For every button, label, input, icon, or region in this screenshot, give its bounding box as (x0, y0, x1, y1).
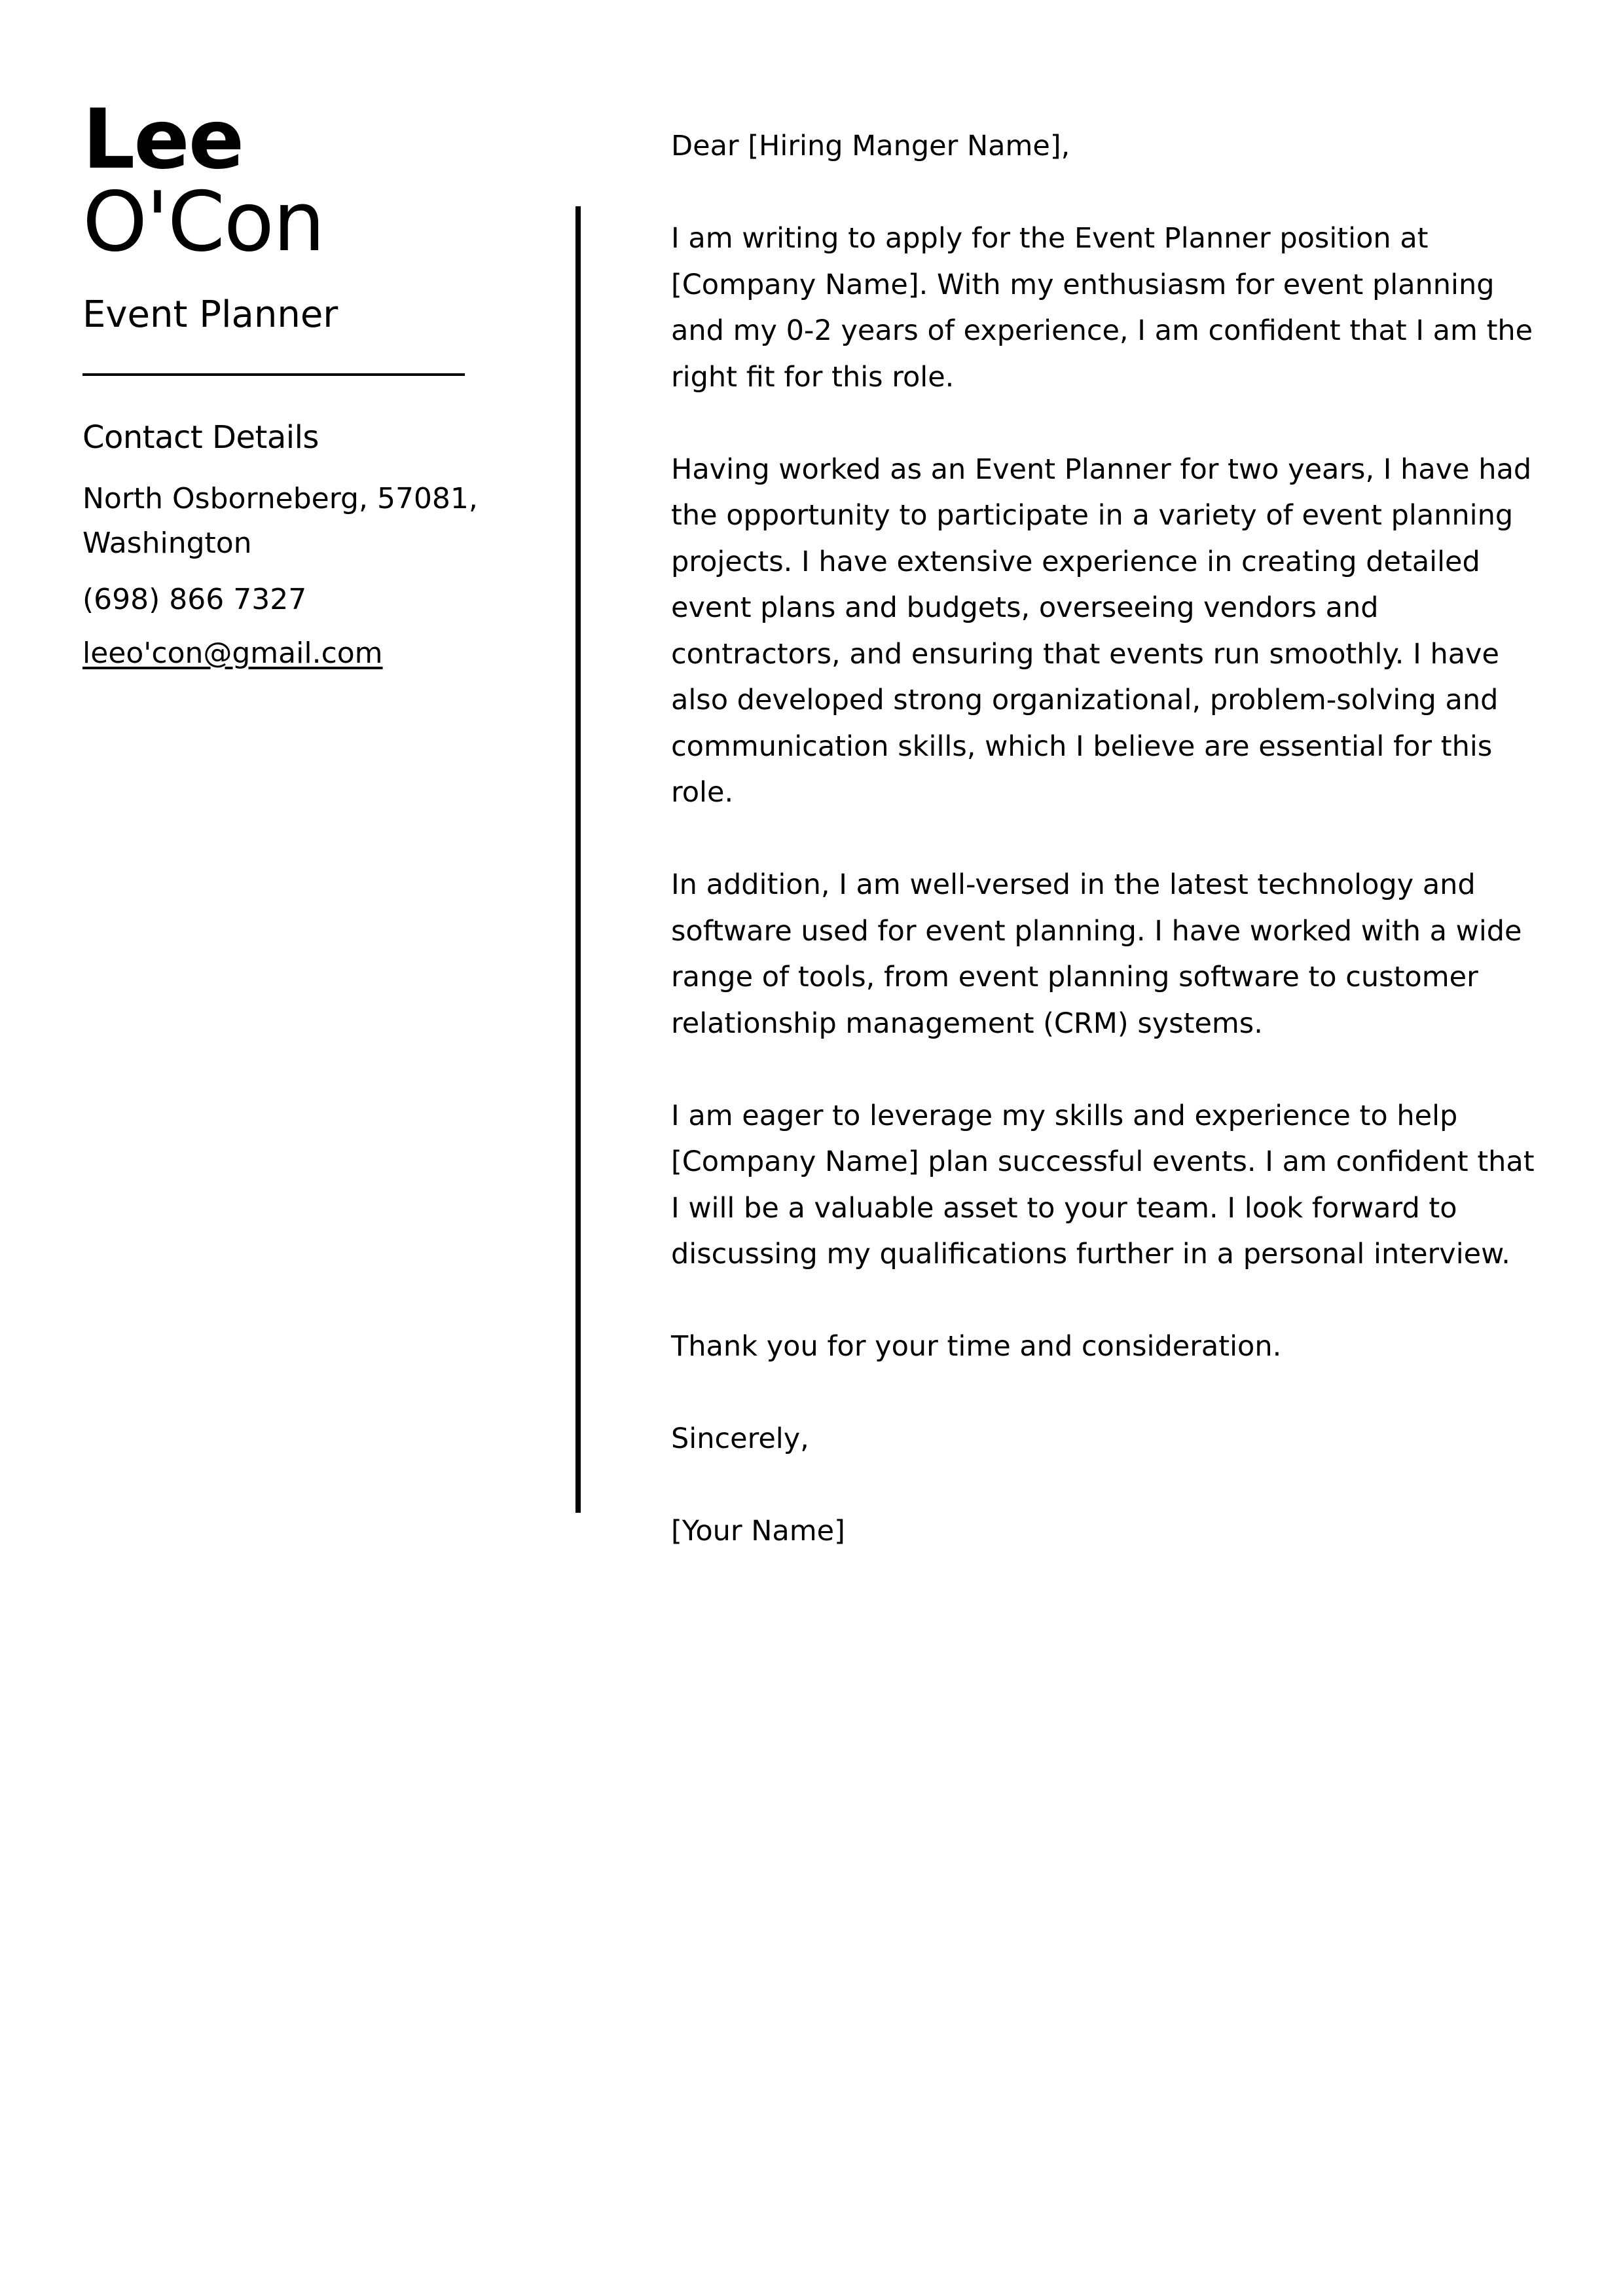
letter-salutation: Dear [Hiring Manger Name], (671, 130, 1070, 162)
last-name: O'Con (82, 174, 324, 270)
sidebar-divider (82, 373, 465, 376)
contact-address: North Osborneberg, 57081, Washington (82, 482, 478, 560)
letter-paragraph: Having worked as an Event Planner for two years, I have had the opportunity to participate in a variety of event planning projects. I have extensive experience in creating detailed event plans and budgets, overseeing vendors and contractors, and ensuring that events run smoothly. I have also developed strong organizational, problem-solving and communication skills, which I believe are essential for this role. (671, 453, 1532, 809)
first-name: Lee (82, 91, 244, 187)
letter-closing: Sincerely, (671, 1422, 809, 1455)
letter-body (671, 123, 1535, 1555)
letter-signature: [Your Name] (671, 1515, 845, 1547)
letter-paragraph: In addition, I am well-versed in the latest technology and software used for event planning. I have worked with a wide range of tools, from event planning software to customer relationship management (CRM) systems. (671, 868, 1522, 1040)
letter-paragraph: Thank you for your time and consideration. (671, 1330, 1282, 1363)
column-divider (575, 206, 581, 1513)
contact-heading: Contact Details (82, 419, 319, 456)
job-title: Event Planner (82, 293, 338, 336)
letter-paragraph: I am writing to apply for the Event Planner position at [Company Name]. With my enthusiasm for event planning and my 0-2 years of experience, I am confident that I am the right fit for this role. (671, 222, 1533, 394)
letter-paragraph: I am eager to leverage my skills and experience to help [Company Name] plan successful events. I am confident that I will be a valuable asset to your team. I look forward to discussing my qualifications further in a personal interview. (671, 1099, 1535, 1270)
contact-phone: (698) 866 7327 (82, 583, 307, 616)
sidebar (82, 91, 478, 676)
contact-email-link[interactable]: leeo'con@gmail.com (82, 637, 383, 670)
